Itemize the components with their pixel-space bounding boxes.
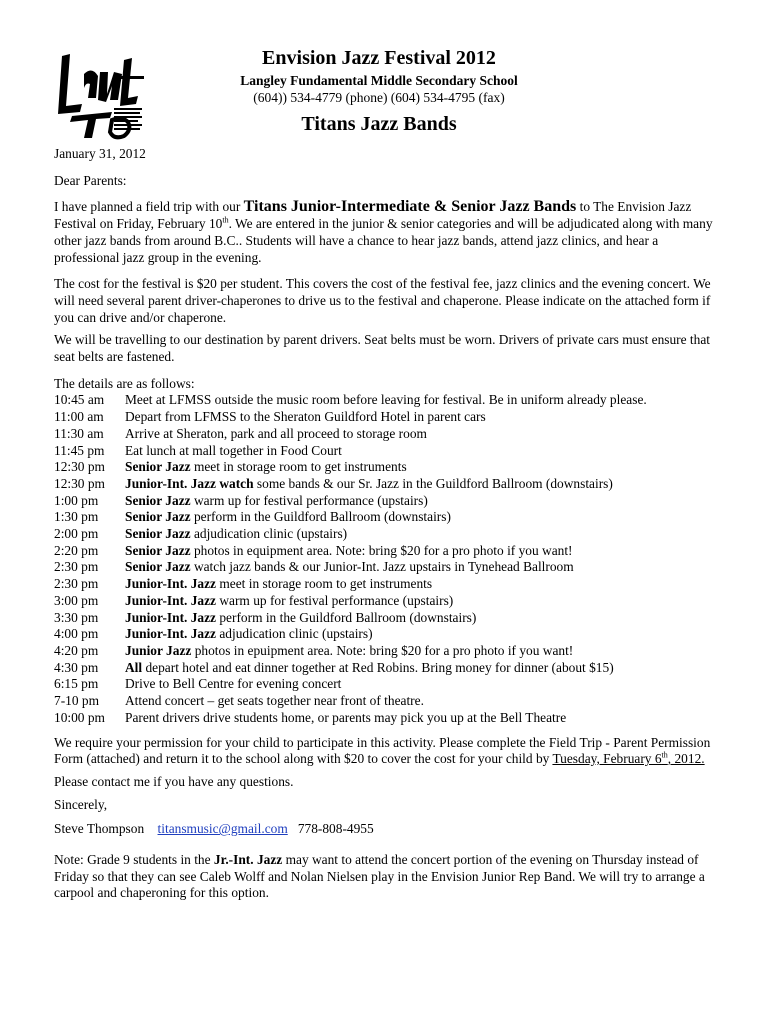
schedule-row: [54, 426, 720, 443]
schedule-activity: Junior-Int. Jazz warm up for festival performance (upstairs): [125, 592, 454, 608]
schedule-row: [54, 576, 720, 593]
schedule-time: 12:30 pm: [54, 459, 105, 475]
schedule-activity: Eat lunch at mall together in Food Court: [125, 442, 342, 458]
schedule-row: [54, 693, 720, 710]
schedule-activity: Senior Jazz warm up for festival performance (upstairs): [125, 492, 428, 508]
schedule-row: [54, 443, 720, 460]
greeting: Dear Parents:: [54, 172, 127, 188]
schedule-activity: Junior Jazz photos in epuipment area. Note: bring $20 for a pro photo if you want!: [125, 642, 574, 658]
schedule-row: [54, 392, 720, 409]
schedule-activity: Junior-Int. Jazz perform in the Guildford Ballroom (downstairs): [125, 609, 477, 625]
schedule-time: 1:30 pm: [54, 509, 99, 525]
paragraph-travel: We will be travelling to our destination by parent drivers. Seat belts must be worn. Drivers of private cars must ensure that seat belts are fastened.: [54, 332, 711, 365]
schedule-time: 3:30 pm: [54, 609, 99, 625]
schedule-row: [54, 493, 720, 510]
schedule-activity: Junior-Int. Jazz meet in storage room to get instruments: [125, 576, 433, 592]
bands-title: Titans Jazz Bands: [301, 113, 457, 135]
schedule-activity: Parent drivers drive students home, or parents may pick you up at the Bell Theatre: [125, 709, 567, 725]
schedule-row: [54, 643, 720, 660]
schedule-row: [54, 526, 720, 543]
schedule-activity: All depart hotel and eat dinner together at Red Robins. Bring money for dinner (about $15): [125, 659, 614, 675]
schedule-time: 2:30 pm: [54, 576, 99, 592]
paragraph-contact: Please contact me if you have any questions.: [54, 773, 294, 789]
schedule-activity: Drive to Bell Centre for evening concert: [125, 676, 342, 692]
schedule-activity: Senior Jazz watch jazz bands & our Junior-Int. Jazz upstairs in Tynehead Ballroom: [125, 559, 574, 575]
schedule-row: [54, 509, 720, 526]
bands-highlight: Titans Junior-Intermediate & Senior Jazz Bands: [243, 198, 577, 216]
paragraph-intro: I have planned a field trip with our Titans Junior-Intermediate & Senior Jazz Bands to The Envision Jazz Festival on Friday, February 10th. We are entered in the junior & senior categories and will be adjudicated along with many other jazz bands from around B.C.. Students will have a chance to hear jazz bands, attend jazz clinics, and hear a professional jazz group in the evening.: [54, 198, 713, 265]
schedule-activity: Attend concert – get seats together near front of theatre.: [125, 693, 424, 709]
closing: Sincerely,: [54, 796, 108, 812]
signature-name: Steve Thompson: [54, 821, 145, 837]
schedule-activity: Meet at LFMSS outside the music room before leaving for festival. Be in uniform already please.: [125, 392, 647, 408]
schedule-activity: Arrive at Sheraton, park and all proceed to storage room: [125, 425, 427, 441]
letter-date: January 31, 2012: [54, 146, 146, 161]
schedule-time: 10:00 pm: [54, 709, 105, 725]
schedule-row: [54, 626, 720, 643]
schedule-time: 7-10 pm: [54, 693, 100, 709]
schedule-time: 6:15 pm: [54, 676, 99, 692]
schedule-activity: Senior Jazz meet in storage room to get instruments: [125, 459, 407, 475]
schedule-time: 11:45 pm: [54, 442, 105, 458]
schedule-time: 2:00 pm: [54, 526, 99, 542]
schedule-time: 2:20 pm: [54, 542, 99, 558]
schedule-row: [54, 610, 720, 627]
paragraph-permission: We require your permission for your child to participate in this activity. Please complete the Field Trip - Parent Permission Form (attached) and return it to the school along with $20 to cover the cost for your child by Tuesday, February 6th, 2012.: [54, 734, 711, 767]
schedule-time: 4:20 pm: [54, 642, 99, 658]
schedule-row: [54, 476, 720, 493]
schedule-table: [54, 392, 720, 726]
signature: [54, 821, 720, 838]
schedule-time: 3:00 pm: [54, 592, 99, 608]
schedule-row: [54, 543, 720, 560]
due-date: Tuesday, February 6th, 2012.: [552, 750, 705, 767]
schedule-row: [54, 660, 720, 677]
schedule-activity: Junior-Int. Jazz watch some bands & our Sr. Jazz in the Guildford Ballroom (downstairs): [125, 475, 613, 491]
schedule-time: 4:00 pm: [54, 626, 99, 642]
schedule-time: 11:00 am: [54, 409, 104, 425]
details-intro: The details are as follows:: [54, 375, 195, 391]
schedule-activity: Depart from LFMSS to the Sheraton Guildford Hotel in parent cars: [125, 409, 486, 425]
paragraph-cost: The cost for the festival is $20 per student. This covers the cost of the festival fee, jazz clinics and the evening concert. We will need several parent driver-chaperones to drive us to the festival and chaperone. Please indicate on the attached form if you can drive and/or chaperone.: [54, 276, 711, 325]
schedule-row: [54, 710, 720, 727]
schedule-time: 11:30 am: [54, 425, 104, 441]
schedule-time: 10:45 am: [54, 392, 105, 408]
schedule-row: [54, 459, 720, 476]
schedule-time: 2:30 pm: [54, 559, 99, 575]
paragraph-note: Note: Grade 9 students in the Jr.-Int. Jazz may want to attend the concert portion of the evening on Thursday instead of Friday so that they can see Caleb Wolff and Nolan Nielsen play in the Envision Junior Rep Band. We will try to arrange a carpool and chaperoning for this option.: [54, 852, 705, 901]
schedule-activity: Senior Jazz adjudication clinic (upstairs): [125, 526, 348, 542]
letterhead: [150, 46, 608, 136]
school-logo: [52, 46, 148, 142]
school-phone: (604)) 534-4779 (phone) (604) 534-4795 (fax): [253, 90, 505, 105]
school-name: Langley Fundamental Middle Secondary School: [240, 73, 518, 88]
letter-body: [54, 146, 720, 902]
schedule-time: 1:00 pm: [54, 492, 99, 508]
schedule-time: 12:30 pm: [54, 475, 105, 491]
schedule-activity: Senior Jazz photos in equipment area. Note: bring $20 for a pro photo if you want!: [125, 542, 573, 558]
signature-email-link[interactable]: titansmusic@gmail.com: [157, 821, 288, 837]
schedule-activity: Junior-Int. Jazz adjudication clinic (upstairs): [125, 626, 373, 642]
festival-title: Envision Jazz Festival 2012: [262, 47, 496, 69]
signature-phone: 778-808-4955: [297, 821, 374, 837]
schedule-row: [54, 676, 720, 693]
schedule-activity: Senior Jazz perform in the Guildford Ballroom (downstairs): [125, 509, 451, 525]
schedule-time: 4:30 pm: [54, 659, 99, 675]
logo-text: Langley Titans: [52, 46, 58, 47]
schedule-row: [54, 593, 720, 610]
schedule-row: [54, 409, 720, 426]
schedule-row: [54, 559, 720, 576]
